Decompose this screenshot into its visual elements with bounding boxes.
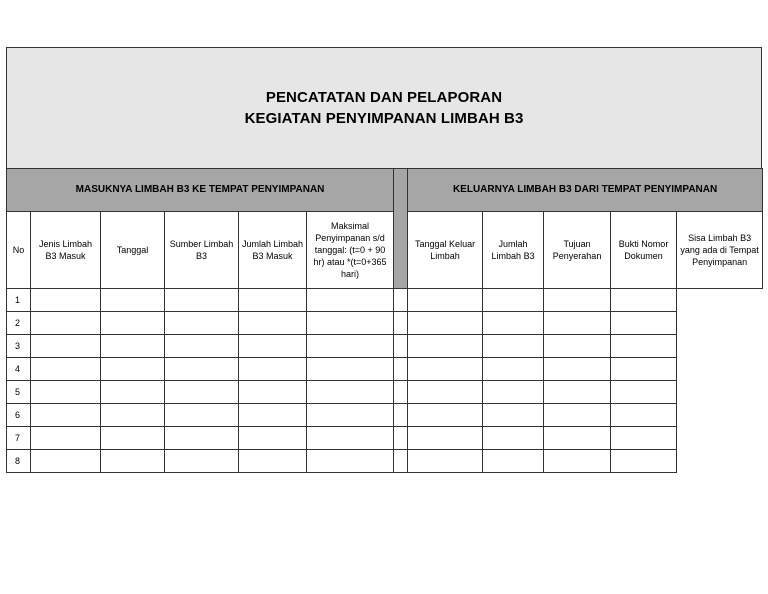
table-cell[interactable] xyxy=(611,289,677,312)
table-cell[interactable] xyxy=(101,335,165,358)
table-row xyxy=(7,450,763,473)
table-cell[interactable] xyxy=(165,289,239,312)
table-cell[interactable] xyxy=(544,358,611,381)
table-cell[interactable] xyxy=(307,289,394,312)
table-row xyxy=(7,381,763,404)
title-line-2: KEGIATAN PENYIMPANAN LIMBAH B3 xyxy=(244,110,524,127)
table-cell[interactable] xyxy=(483,312,544,335)
table-cell[interactable] xyxy=(239,381,307,404)
row-number: 3 xyxy=(7,335,31,358)
table-row xyxy=(7,289,763,312)
table-cell[interactable] xyxy=(394,404,408,427)
table-cell[interactable] xyxy=(611,335,677,358)
table-cell[interactable] xyxy=(307,427,394,450)
table-row xyxy=(7,312,763,335)
table-cell[interactable] xyxy=(408,335,483,358)
table-cell[interactable] xyxy=(394,358,408,381)
row-number: 8 xyxy=(7,450,31,473)
table-cell[interactable] xyxy=(483,289,544,312)
table-cell[interactable] xyxy=(611,404,677,427)
table-row xyxy=(7,404,763,427)
table-cell[interactable] xyxy=(544,450,611,473)
table-cell[interactable] xyxy=(544,312,611,335)
table-cell[interactable] xyxy=(165,358,239,381)
table-cell[interactable] xyxy=(544,404,611,427)
table-cell[interactable] xyxy=(307,404,394,427)
table-cell[interactable] xyxy=(394,335,408,358)
table-cell[interactable] xyxy=(307,312,394,335)
table-cell[interactable] xyxy=(408,358,483,381)
table-cell[interactable] xyxy=(307,450,394,473)
table-cell[interactable] xyxy=(611,450,677,473)
table-cell[interactable] xyxy=(408,381,483,404)
table-cell[interactable] xyxy=(31,450,101,473)
table-cell[interactable] xyxy=(101,289,165,312)
col-tanggal-keluar: Tanggal Keluar Limbah xyxy=(408,212,483,289)
section-separator xyxy=(394,169,408,289)
waste-log-sheet xyxy=(6,47,762,472)
table-cell[interactable] xyxy=(483,381,544,404)
row-number: 7 xyxy=(7,427,31,450)
table-cell[interactable] xyxy=(394,381,408,404)
col-maksimal: Maksimal Penyimpanan s/d tanggal: (t=0 + 90 hr) atau *(t=0+365 hari) xyxy=(307,212,394,289)
table-cell[interactable] xyxy=(239,312,307,335)
table-cell[interactable] xyxy=(31,427,101,450)
col-bukti: Bukti Nomor Dokumen xyxy=(611,212,677,289)
table-cell[interactable] xyxy=(239,427,307,450)
table-cell[interactable] xyxy=(611,427,677,450)
col-jumlah-keluar: Jumlah Limbah B3 xyxy=(483,212,544,289)
table-cell[interactable] xyxy=(31,335,101,358)
table-cell[interactable] xyxy=(408,289,483,312)
col-tanggal: Tanggal xyxy=(101,212,165,289)
table-cell[interactable] xyxy=(544,427,611,450)
title-line-1: PENCATATAN DAN PELAPORAN xyxy=(265,89,503,106)
table-cell[interactable] xyxy=(611,312,677,335)
col-jenis: Jenis Limbah B3 Masuk xyxy=(31,212,101,289)
table-row xyxy=(7,358,763,381)
row-number: 1 xyxy=(7,289,31,312)
table-cell[interactable] xyxy=(611,358,677,381)
table-cell[interactable] xyxy=(307,335,394,358)
section-incoming-header: MASUKNYA LIMBAH B3 KE TEMPAT PENYIMPANAN xyxy=(7,169,394,212)
col-sumber: Sumber Limbah B3 xyxy=(165,212,239,289)
table-cell[interactable] xyxy=(483,358,544,381)
table-cell[interactable] xyxy=(483,427,544,450)
log-table xyxy=(6,168,763,473)
table-cell[interactable] xyxy=(101,358,165,381)
section-outgoing-header: KELUARNYA LIMBAH B3 DARI TEMPAT PENYIMPANAN xyxy=(408,169,763,212)
table-cell[interactable] xyxy=(544,335,611,358)
table-cell[interactable] xyxy=(31,289,101,312)
row-number: 4 xyxy=(7,358,31,381)
table-cell[interactable] xyxy=(165,427,239,450)
table-cell[interactable] xyxy=(165,404,239,427)
table-cell[interactable] xyxy=(101,312,165,335)
table-cell[interactable] xyxy=(408,450,483,473)
table-cell[interactable] xyxy=(408,312,483,335)
table-cell[interactable] xyxy=(239,289,307,312)
table-cell[interactable] xyxy=(239,358,307,381)
table-cell[interactable] xyxy=(408,404,483,427)
table-cell[interactable] xyxy=(394,427,408,450)
table-cell[interactable] xyxy=(394,289,408,312)
table-cell[interactable] xyxy=(408,427,483,450)
table-cell[interactable] xyxy=(31,404,101,427)
table-cell[interactable] xyxy=(239,404,307,427)
table-cell[interactable] xyxy=(239,335,307,358)
table-cell[interactable] xyxy=(31,358,101,381)
row-number: 6 xyxy=(7,404,31,427)
table-cell[interactable] xyxy=(31,312,101,335)
col-sisa: Sisa Limbah B3 yang ada di Tempat Penyimpanan xyxy=(677,212,763,289)
row-number: 5 xyxy=(7,381,31,404)
table-cell[interactable] xyxy=(239,450,307,473)
row-number: 2 xyxy=(7,312,31,335)
table-cell[interactable] xyxy=(483,404,544,427)
col-tujuan: Tujuan Penyerahan xyxy=(544,212,611,289)
table-row xyxy=(7,427,763,450)
table-cell[interactable] xyxy=(101,450,165,473)
table-cell[interactable] xyxy=(544,289,611,312)
table-row xyxy=(7,335,763,358)
table-cell[interactable] xyxy=(165,450,239,473)
col-jumlah-masuk: Jumlah Limbah B3 Masuk xyxy=(239,212,307,289)
table-cell[interactable] xyxy=(165,381,239,404)
table-cell[interactable] xyxy=(544,381,611,404)
table-cell[interactable] xyxy=(101,381,165,404)
table-cell[interactable] xyxy=(307,381,394,404)
table-cell[interactable] xyxy=(394,450,408,473)
table-cell[interactable] xyxy=(483,450,544,473)
table-cell[interactable] xyxy=(307,358,394,381)
table-cell[interactable] xyxy=(611,381,677,404)
title-box xyxy=(6,47,762,169)
table-cell[interactable] xyxy=(101,427,165,450)
table-cell[interactable] xyxy=(165,312,239,335)
table-cell[interactable] xyxy=(483,335,544,358)
table-cell[interactable] xyxy=(31,381,101,404)
col-no: No xyxy=(7,212,31,289)
table-cell[interactable] xyxy=(101,404,165,427)
table-cell[interactable] xyxy=(394,312,408,335)
table-cell[interactable] xyxy=(165,335,239,358)
